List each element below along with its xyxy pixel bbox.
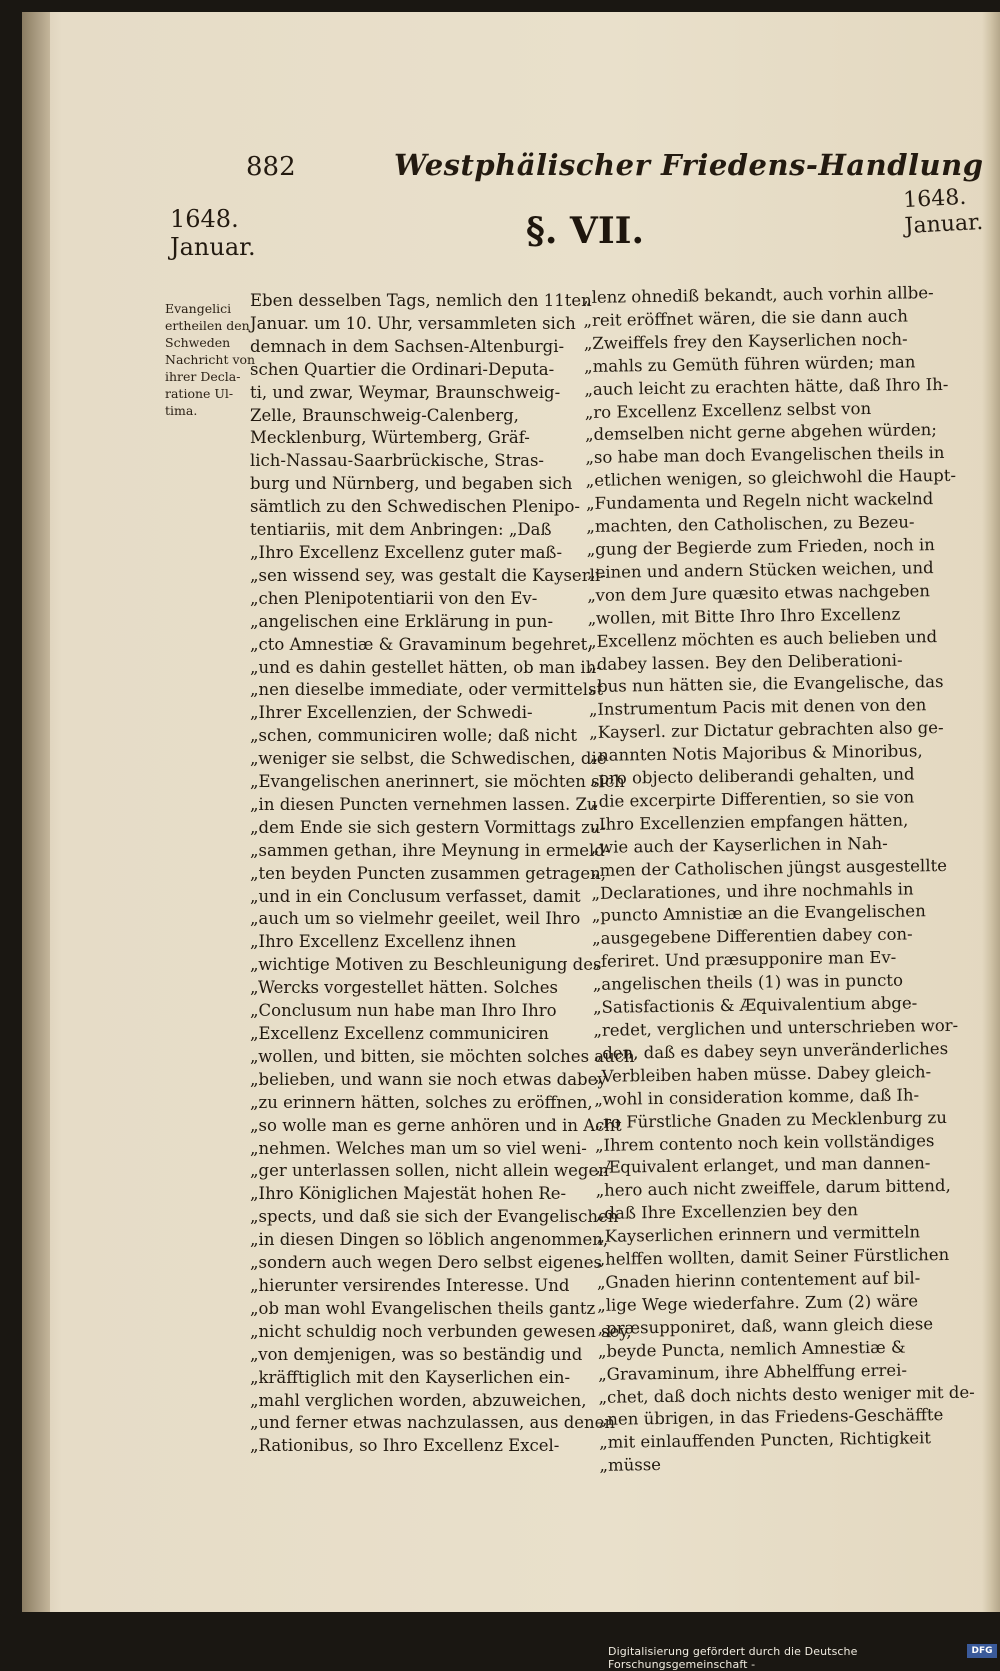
text-line: „von demjenigen, was so beständig und [250, 1344, 583, 1364]
text-line: „Fundamenta und Regeln nicht wackelnd [585, 489, 934, 514]
text-line: „Instrumentum Pacis mit denen von den [588, 695, 927, 720]
right-date-margin [903, 184, 984, 240]
text-line: „Ihro Excellenz Excellenz ihnen [250, 932, 517, 952]
text-line: „sondern auch wegen Dero selbst eigenes [250, 1253, 603, 1273]
text-line: „mit einlauffenden Puncten, Richtigkeit [599, 1428, 932, 1453]
text-line: „wollen, und bitten, sie möchten solches auch [250, 1046, 635, 1066]
text-line: „men der Catholischen jüngst ausgestellte [591, 855, 948, 880]
left-month: Januar. [170, 233, 256, 261]
text-line: „wichtige Motiven zu Beschleunigung des [250, 955, 602, 975]
text-line: „Æquivalent erlanget, und man dannen- [595, 1153, 931, 1178]
text-line: „und es dahin gestellet hätten, ob man ih- [250, 657, 602, 677]
text-line: „müsse [599, 1455, 662, 1476]
text-line: Zelle, Braunschweig-Calenberg, [250, 405, 519, 425]
text-line: „Excellenz möchten es auch belieben und [587, 626, 938, 651]
text-line: „wie auch der Kayserlichen in Nah- [590, 833, 888, 857]
text-line: „Zweiffels frey den Kayserlichen noch- [583, 329, 908, 353]
text-line: „chet, daß doch nichts desto weniger mit de- [598, 1382, 975, 1407]
text-line: ti, und zwar, Weymar, Braunschweig- [250, 382, 561, 402]
text-line: „ten beyden Puncten zusammen getragen, [250, 863, 606, 883]
text-line: „Ihrem contento noch kein vollständiges [594, 1130, 935, 1155]
text-line: „spects, und daß sie sich der Evangelischen [250, 1207, 619, 1227]
text-line: „Gravaminum, ihre Abhelffung errei- [598, 1360, 908, 1384]
text-line: „den, daß es dabey seyn unveränderliches [593, 1038, 949, 1063]
text-line: „nen übrigen, in das Friedens-Geschäffte [598, 1405, 944, 1430]
text-line: „und in ein Conclusum verfasset, damit [250, 886, 581, 906]
right-month: Januar. [904, 209, 984, 240]
text-line: „mahl verglichen worden, abzuweichen, [250, 1390, 587, 1410]
text-line: „kräfftiglich mit den Kayserlichen ein- [250, 1367, 571, 1387]
text-line: „so habe man doch Evangelischen theils in [585, 443, 945, 468]
text-line: „nicht schuldig noch verbunden gewesen sey, [250, 1321, 632, 1341]
text-line: „demselben nicht gerne abgehen würden; [584, 420, 938, 445]
text-line: „gung der Begierde zum Frieden, noch in [586, 535, 935, 559]
text-line: „und ferner etwas nachzulassen, aus denen [250, 1413, 616, 1433]
text-line: sämtlich zu den Schwedischen Plenipo- [250, 497, 580, 517]
text-line: „reit eröffnet wären, die sie dann auch [583, 306, 909, 330]
section-heading: §. VII. [526, 210, 645, 252]
text-line: „in diesen Dingen so löblich angenommen, [250, 1230, 609, 1250]
digitization-credit: Digitalisierung gefördert durch die Deutsche Forschungsgemeinschaft - [608, 1645, 858, 1671]
text-line: „chen Plenipotentiarii von den Ev- [250, 588, 538, 608]
text-line: „bus nun hätten sie, die Evangelische, das [588, 672, 944, 697]
text-line: „ro Fürstliche Gnaden zu Mecklenburg zu [594, 1107, 948, 1132]
text-line: „daß Ihre Excellenzien bey den [595, 1200, 859, 1224]
text-line: „weniger sie selbst, die Schwedischen, die [250, 749, 607, 769]
text-line: „Kayserl. zur Dictatur gebrachten also ge- [589, 718, 944, 743]
text-line: „wohl in consideration komme, daß Ih- [594, 1085, 920, 1109]
text-line: „sen wissend sey, was gestalt die Kayserli- [250, 565, 606, 585]
text-line: „belieben, und wann sie noch etwas dabey [250, 1069, 607, 1089]
text-line: „lige Wege wiederfahre. Zum (2) wäre [597, 1291, 919, 1315]
book-spine-shadow [22, 12, 50, 1612]
text-line: „Satisfactionis & Æquivalentium abge- [592, 993, 918, 1018]
page-number: 882 [246, 152, 296, 182]
text-line: tentiariis, mit dem Anbringen: „Daß [250, 520, 552, 540]
margin-note-line: ihrer Decla- [165, 369, 241, 384]
text-line: „hierunter versirendes Interesse. Und [250, 1275, 570, 1295]
text-line: „dabey lassen. Bey den Deliberationi- [588, 650, 903, 674]
text-line: „lenz ohnediß bekandt, auch vorhin allbe- [583, 283, 934, 307]
dfg-logo: DFG [967, 1644, 997, 1658]
text-line: Eben desselben Tags, nemlich den 11ten [250, 291, 592, 310]
text-line: „angelischen theils (1) was in puncto [592, 970, 904, 995]
text-line: „Kayserlichen erinnern und vermitteln [596, 1222, 921, 1247]
left-date-margin [170, 205, 256, 261]
margin-note-line: Evangelici [165, 301, 232, 316]
text-line: „feriret. Und præsupponire man Ev- [592, 947, 897, 972]
text-line: „Declarationes, und ihre nochmahls in [591, 879, 914, 903]
text-line: burg und Nürnberg, und begaben sich [250, 474, 573, 494]
text-line: „schen, communiciren wolle; daß nicht [250, 726, 578, 746]
text-line: „einen und andern Stücken weichen, und [586, 558, 934, 582]
text-line: Mecklenburg, Würtemberg, Gräf- [250, 428, 530, 448]
text-line: „zu erinnern hätten, solches zu eröffnen, [250, 1092, 593, 1112]
text-line: „Rationibus, so Ihro Excellenz Excel- [250, 1436, 560, 1456]
margin-note-line: Nachricht von [165, 352, 256, 367]
text-line: „Ihro Excellenzien empfangen hätten, [590, 810, 909, 834]
text-line: „præsupponiret, daß, wann gleich diese [597, 1313, 934, 1338]
running-title: Westphälischer Friedens-Handlung [394, 148, 984, 182]
text-line: „nehmen. Welches man um so viel weni- [250, 1138, 587, 1158]
text-line: „beyde Puncta, nemlich Amnestiæ & [597, 1337, 906, 1361]
text-line: „wollen, mit Bitte Ihro Ihro Excellenz [587, 604, 901, 628]
text-line: „cto Amnestiæ & Gravaminum begehret, [250, 634, 593, 654]
text-line: „Conclusum nun habe man Ihro Ihro [250, 1001, 557, 1021]
text-column-left [250, 290, 635, 1458]
text-line: „so wolle man es gerne anhören und in Acht [250, 1115, 622, 1135]
margin-note-line: ertheilen den [165, 318, 250, 333]
text-line: „dem Ende sie sich gestern Vormittags zu- [250, 817, 606, 837]
text-line: „Ihro Excellenz Excellenz guter maß- [250, 542, 563, 562]
text-line: „ausgegebene Differentien dabey con- [591, 924, 913, 949]
text-line: Januar. um 10. Uhr, versammleten sich [250, 313, 576, 333]
margin-note-line: ratione Ul- [165, 386, 234, 401]
text-line: „Gnaden hierinn contentement auf bil- [596, 1268, 921, 1292]
text-line: „hero auch nicht zweiffele, darum bittend, [595, 1176, 951, 1201]
text-line: „die excerpirte Differentien, so sie von [590, 787, 915, 811]
text-line: „redet, verglichen und unterschrieben wor- [593, 1015, 959, 1040]
text-line: „Evangelischen anerinnert, sie möchten sich [250, 772, 625, 792]
left-year: 1648. [170, 205, 239, 233]
text-line: lich-Nassau-Saarbrückische, Stras- [250, 451, 544, 471]
text-line: „sammen gethan, ihre Meynung in ermeld- [250, 840, 611, 860]
page-edge [982, 12, 1000, 1612]
text-line: „Excellenz Excellenz communiciren [250, 1024, 549, 1043]
text-line: „auch leicht zu erachten hätte, daß Ihro Ih- [584, 374, 949, 399]
text-line: „ro Excellenz Excellenz selbst von [584, 398, 872, 422]
text-line: „in diesen Puncten vernehmen lassen. Zu [250, 794, 598, 814]
text-line: „mahls zu Gemüth führen würden; man [583, 352, 916, 376]
text-line: „helffen wollten, damit Seiner Fürstlichen [596, 1245, 950, 1269]
text-line: „Wercks vorgestellet hätten. Solches [250, 978, 558, 998]
text-line: demnach in dem Sachsen-Altenburgi- [250, 336, 565, 356]
text-line: „Verbleiben haben müsse. Dabey gleich- [593, 1062, 932, 1086]
text-line: „ob man wohl Evangelischen theils gantz [250, 1298, 596, 1318]
margin-note-line: tima. [165, 403, 198, 418]
text-line: „angelischen eine Erklärung in pun- [250, 611, 554, 631]
text-line: „Ihro Königlichen Majestät hohen Re- [250, 1184, 567, 1204]
text-line: „ger unterlassen sollen, nicht allein wegen [250, 1161, 609, 1181]
text-column-right [583, 283, 975, 1478]
margin-note [165, 300, 256, 419]
right-year: 1648. [902, 184, 967, 214]
text-line: „nen dieselbe immediate, oder vermittelst [250, 680, 604, 700]
text-line: „pro objecto deliberandi gehalten, und [589, 764, 915, 788]
margin-note-line: Schweden [165, 335, 231, 350]
text-line: „machten, den Catholischen, zu Bezeu- [586, 512, 915, 537]
text-line: „nannten Notis Majoribus & Minoribus, [589, 741, 923, 766]
text-line: schen Quartier die Ordinari-Deputa- [250, 359, 555, 379]
text-line: „von dem Jure quæsito etwas nachgeben [587, 580, 931, 605]
text-line: „etlichen wenigen, so gleichwohl die Haupt- [585, 466, 957, 491]
text-line: „puncto Amnistiæ an die Evangelischen [591, 901, 926, 926]
text-line: „Ihrer Excellenzien, der Schwedi- [250, 703, 533, 723]
text-line: „auch um so vielmehr geeilet, weil Ihro [250, 909, 581, 929]
